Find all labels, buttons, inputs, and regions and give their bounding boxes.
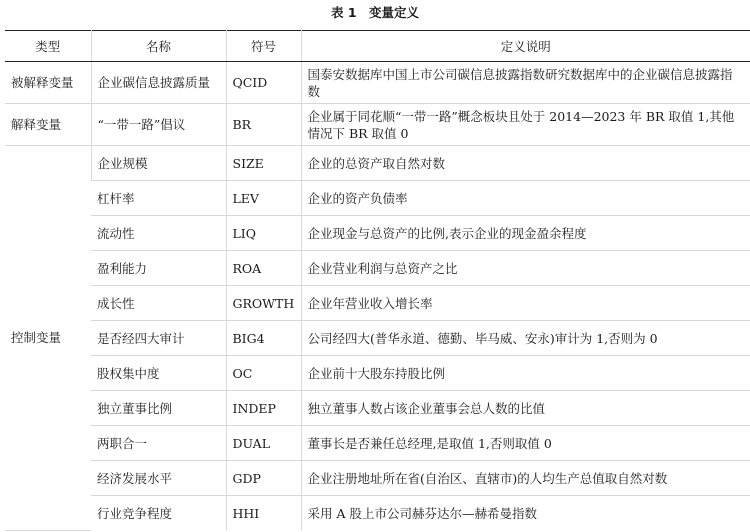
definition-cell: 企业的总资产取自然对数: [301, 146, 750, 181]
definition-cell: 企业的资产负债率: [301, 181, 750, 216]
name-cell: 两职合一: [91, 426, 226, 461]
table-row: [5, 286, 750, 321]
symbol-cell: GROWTH: [226, 286, 301, 321]
symbol-cell: QCID: [226, 62, 301, 104]
type-cell: 解释变量: [5, 104, 91, 146]
table-row: [5, 146, 750, 181]
table-row: [5, 216, 750, 251]
name-cell: 经济发展水平: [91, 461, 226, 496]
name-cell: 流动性: [91, 216, 226, 251]
table-row: [5, 181, 750, 216]
name-cell: 企业规模: [91, 146, 226, 181]
header-name: 名称: [91, 31, 226, 62]
table-row: [5, 251, 750, 286]
table-row: [5, 356, 750, 391]
definition-cell: 独立董事人数占该企业董事会总人数的比值: [301, 391, 750, 426]
name-cell: 盈利能力: [91, 251, 226, 286]
definition-cell: 企业注册地址所在省(自治区、直辖市)的人均生产总值取自然对数: [301, 461, 750, 496]
name-cell: 是否经四大审计: [91, 321, 226, 356]
symbol-cell: BR: [226, 104, 301, 146]
definition-cell: 公司经四大(普华永道、德勤、毕马威、安永)审计为 1,否则为 0: [301, 321, 750, 356]
name-cell: 成长性: [91, 286, 226, 321]
table-row: [5, 426, 750, 461]
symbol-cell: ROA: [226, 251, 301, 286]
definition-cell: 企业前十大股东持股比例: [301, 356, 750, 391]
definition-cell: 企业现金与总资产的比例,表示企业的现金盈余程度: [301, 216, 750, 251]
name-cell: “一带一路”倡议: [91, 104, 226, 146]
symbol-cell: SIZE: [226, 146, 301, 181]
table-row: [5, 461, 750, 496]
table-row: [5, 496, 750, 531]
definition-cell: 国泰安数据库中国上市公司碳信息披露指数研究数据库中的企业碳信息披露指数: [301, 62, 750, 104]
symbol-cell: INDEP: [226, 391, 301, 426]
definition-cell: 采用 A 股上市公司赫芬达尔—赫希曼指数: [301, 496, 750, 531]
symbol-cell: HHI: [226, 496, 301, 531]
name-cell: 股权集中度: [91, 356, 226, 391]
table-row: [5, 391, 750, 426]
name-cell: 企业碳信息披露质量: [91, 62, 226, 104]
definition-cell: 企业年营业收入增长率: [301, 286, 750, 321]
table-row-dependent: [5, 62, 750, 104]
symbol-cell: BIG4: [226, 321, 301, 356]
name-cell: 独立董事比例: [91, 391, 226, 426]
table-row: [5, 321, 750, 356]
symbol-cell: OC: [226, 356, 301, 391]
symbol-cell: GDP: [226, 461, 301, 496]
table-row-explanatory: [5, 104, 750, 146]
symbol-cell: LIQ: [226, 216, 301, 251]
header-definition: 定义说明: [301, 31, 750, 62]
table-caption: 表 1 变量定义: [330, 5, 420, 20]
variable-definition-table: [5, 30, 750, 531]
table-header-row: [5, 31, 750, 62]
definition-cell: 企业营业利润与总资产之比: [301, 251, 750, 286]
header-type: 类型: [5, 31, 91, 62]
symbol-cell: DUAL: [226, 426, 301, 461]
name-cell: 行业竞争程度: [97, 505, 173, 521]
control-type-cell: 控制变量: [5, 146, 91, 531]
type-cell: 被解释变量: [5, 62, 91, 104]
header-symbol: 符号: [226, 31, 301, 62]
definition-cell: 企业属于同花顺“一带一路”概念板块且处于 2014—2023 年 BR 取值 1,其他情况下 BR 取值 0: [301, 104, 750, 146]
name-cell: 杠杆率: [91, 181, 226, 216]
symbol-cell: LEV: [226, 181, 301, 216]
definition-cell: 董事长是否兼任总经理,是取值 1,否则取值 0: [301, 426, 750, 461]
